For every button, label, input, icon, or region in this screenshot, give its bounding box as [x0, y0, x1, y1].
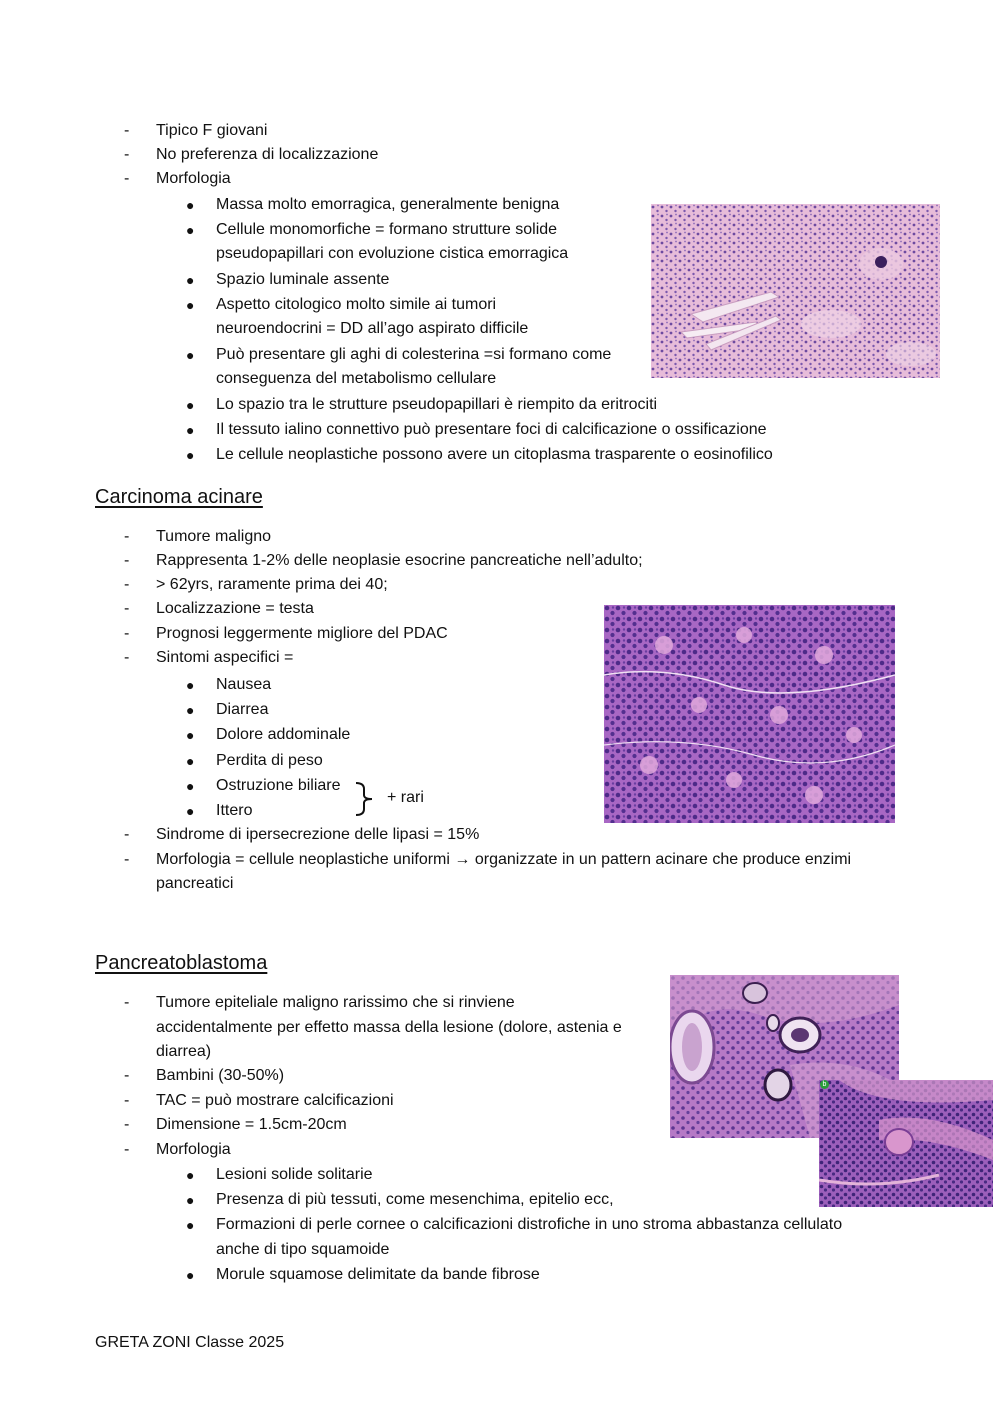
list-item: Dimensione = 1.5cm-20cm [156, 1116, 347, 1133]
bullet-dot: ● [186, 272, 195, 288]
bullet-dot: ● [186, 347, 195, 363]
list-item [156, 850, 851, 870]
list-item-continued: diarrea) [156, 1043, 212, 1060]
list-dash: - [124, 1141, 130, 1158]
list-dash: - [124, 826, 130, 843]
bullet-item-continued: anche di tipo squamoide [216, 1241, 390, 1258]
list-item: Sindrome di ipersecrezione delle lipasi = 15% [156, 826, 480, 843]
bullet-dot: ● [186, 727, 195, 743]
section-heading-carcinoma-acinare: Carcinoma acinare [95, 486, 263, 508]
bullet-dot: ● [186, 753, 195, 769]
list-dash: - [124, 1092, 130, 1109]
bullet-item: Perdita di peso [216, 752, 323, 769]
bullet-dot: ● [186, 778, 195, 794]
list-item-continued: pancreatici [156, 875, 234, 892]
bullet-dot: ● [186, 297, 195, 313]
list-dash: - [124, 552, 130, 569]
bullet-dot: ● [186, 397, 195, 413]
bullet-item: Massa molto emorragica, generalmente benigna [216, 196, 560, 213]
list-item: Morfologia [156, 170, 231, 187]
bullet-item: Nausea [216, 676, 272, 693]
list-item: Localizzazione = testa [156, 600, 314, 617]
list-dash: - [124, 528, 130, 545]
list-item: Rappresenta 1-2% delle neoplasie esocrine pancreatiche nell’adulto; [156, 552, 643, 569]
bullet-dot: ● [186, 1167, 195, 1183]
bullet-item-continued: pseudopapillari con evoluzione cistica emorragica [216, 245, 569, 262]
list-dash: - [124, 170, 130, 187]
section-heading-pancreatoblastoma: Pancreatoblastoma [95, 952, 268, 974]
bullet-item: Lesioni solide solitarie [216, 1166, 373, 1183]
list-item: Tumore epiteliale maligno rarissimo che si rinviene [156, 994, 515, 1011]
bullet-item: Formazioni di perle cornee o calcificazioni distrofiche in uno stroma abbastanza cellulato [216, 1216, 843, 1233]
bullet-item: Presenza di più tessuti, come mesenchima, epitelio ecc, [216, 1191, 614, 1208]
list-item-continued: accidentalmente per effetto massa della lesione (dolore, astenia e [156, 1019, 622, 1036]
list-item: Tipico F giovani [156, 122, 268, 139]
list-dash: - [124, 122, 130, 139]
bullet-item: Il tessuto ialino connettivo può presentare foci di calcificazione o ossificazione [216, 421, 767, 438]
list-item: Bambini (30-50%) [156, 1067, 285, 1084]
list-item: Tumore maligno [156, 528, 272, 545]
list-dash: - [124, 625, 130, 642]
bullet-dot: ● [186, 447, 195, 463]
histology-image-acinar [604, 605, 895, 823]
arrow-icon: → [454, 851, 471, 868]
list-item: > 62yrs, raramente prima dei 40; [156, 576, 388, 593]
list-item: Prognosi leggermente migliore del PDAC [156, 625, 448, 642]
panel-label-b: b [820, 1080, 829, 1089]
list-dash: - [124, 146, 130, 163]
bullet-dot: ● [186, 222, 195, 238]
bullet-dot: ● [186, 197, 195, 213]
page-footer: GRETA ZONI Classe 2025 [95, 1334, 285, 1351]
bullet-dot: ● [186, 1217, 195, 1233]
list-dash: - [124, 576, 130, 593]
bullet-item: Spazio luminale assente [216, 271, 390, 288]
bullet-dot: ● [186, 702, 195, 718]
bullet-dot: ● [186, 677, 195, 693]
list-dash: - [124, 994, 130, 1011]
bullet-item: Lo spazio tra le strutture pseudopapillari è riempito da eritrociti [216, 396, 658, 413]
bullet-dot: ● [186, 422, 195, 438]
list-item: Morfologia [156, 1141, 231, 1158]
curly-brace [354, 781, 376, 817]
bullet-item: Cellule monomorfiche = formano strutture solide [216, 221, 558, 238]
list-dash: - [124, 649, 130, 666]
list-item: TAC = può mostrare calcificazioni [156, 1092, 394, 1109]
bullet-item: Aspetto citologico molto simile ai tumori [216, 296, 497, 313]
list-dash: - [124, 600, 130, 617]
list-dash: - [124, 851, 130, 868]
bullet-item: Morule squamose delimitate da bande fibrose [216, 1266, 540, 1283]
list-item-part: organizzate in un pattern acinare che produce enzimi [474, 851, 852, 868]
bullet-item: Dolore addominale [216, 726, 351, 743]
bullet-item-continued: conseguenza del metabolismo cellulare [216, 370, 497, 387]
bullet-item-continued: neuroendocrini = DD all’ago aspirato difficile [216, 320, 529, 337]
histology-image-pseudopapillary [651, 204, 940, 378]
list-item: No preferenza di localizzazione [156, 146, 379, 163]
bullet-item: Ittero [216, 802, 253, 819]
bullet-item: Ostruzione biliare [216, 777, 341, 794]
bullet-item: Diarrea [216, 701, 269, 718]
bullet-dot: ● [186, 803, 195, 819]
bullet-item: Le cellule neoplastiche possono avere un citoplasma trasparente o eosinofilico [216, 446, 773, 463]
bullet-dot: ● [186, 1192, 195, 1208]
brace-note: + rari [387, 789, 424, 806]
bullet-dot: ● [186, 1267, 195, 1283]
list-dash: - [124, 1067, 130, 1084]
list-item: Sintomi aspecifici = [156, 649, 294, 666]
list-dash: - [124, 1116, 130, 1133]
list-item-part: Morfologia = cellule neoplastiche uniformi [156, 851, 450, 868]
histology-image-pancreatoblastoma-b [819, 1080, 993, 1207]
bullet-item: Può presentare gli aghi di colesterina =si formano come [216, 346, 612, 363]
